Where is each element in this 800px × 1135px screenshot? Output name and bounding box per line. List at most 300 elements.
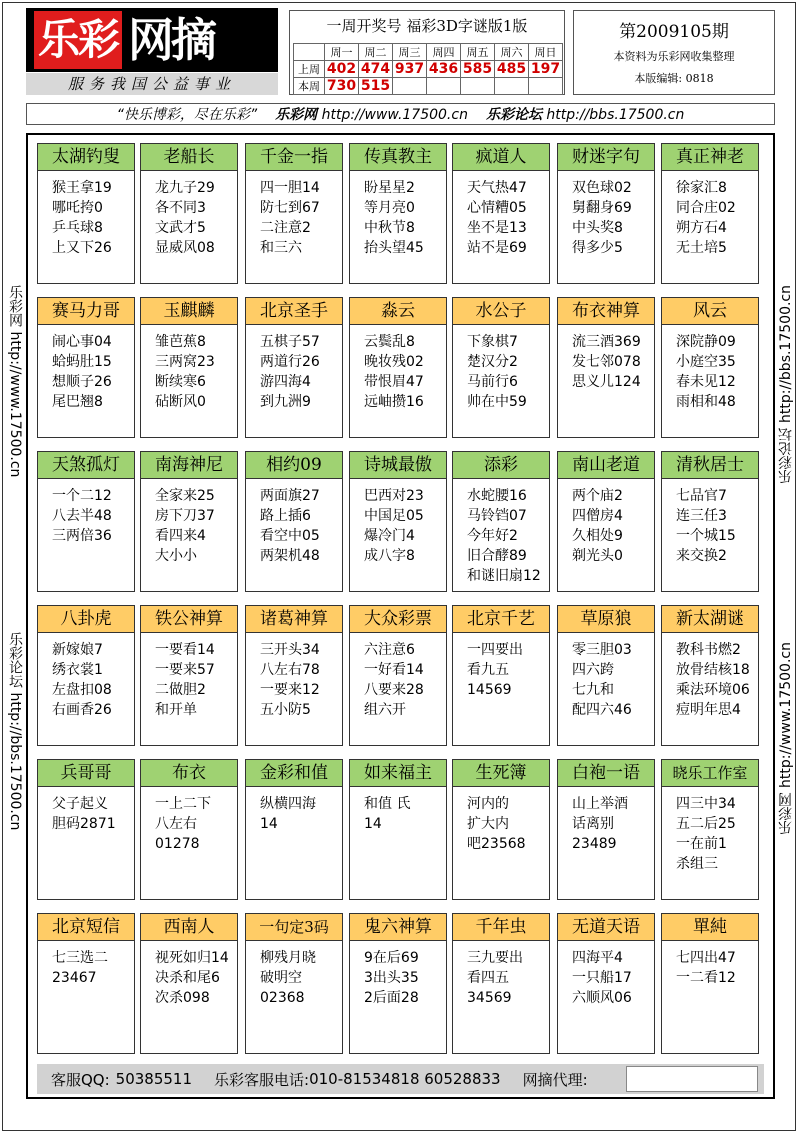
- tip-line: 一要来12: [260, 682, 320, 698]
- tip-line: 两个庙2: [572, 488, 623, 504]
- tip-line: 站不是69: [467, 240, 527, 256]
- tip-card-body: [662, 787, 758, 874]
- tip-card-title: 單純: [662, 914, 758, 941]
- tip-line: 两架机48: [260, 548, 320, 564]
- tip-card-title: 真正神老: [662, 144, 758, 171]
- tip-line: 七九和: [572, 682, 614, 698]
- tip-line: 成八字8: [364, 548, 415, 564]
- tip-card: [661, 605, 759, 746]
- tip-line: 纵横四海: [260, 796, 316, 812]
- tip-line: 次杀098: [155, 990, 210, 1006]
- tip-line: 中秋节8: [364, 220, 415, 236]
- tip-card-title: 鬼六神算: [350, 914, 446, 941]
- tip-line: 一要看14: [155, 642, 215, 658]
- tip-card-body: [141, 479, 237, 566]
- tip-line: 父子起义: [52, 796, 108, 812]
- tip-card-title: 八卦虎: [38, 606, 134, 633]
- logo-text-red: 乐彩: [34, 11, 122, 69]
- tip-line: 中头奖8: [572, 220, 623, 236]
- tip-card: [140, 143, 238, 284]
- tip-card-body: [38, 633, 134, 720]
- tip-line: 八左右: [155, 816, 197, 832]
- tip-line: 七三选二: [52, 950, 108, 966]
- this-week-number: [461, 78, 495, 95]
- tip-line: 02368: [260, 990, 305, 1006]
- tip-line: 23489: [572, 836, 617, 852]
- tip-card: [245, 913, 343, 1054]
- this-week-number: 515: [359, 78, 393, 95]
- tip-line: 看四来4: [155, 528, 206, 544]
- weekday-header: 周五: [461, 44, 495, 61]
- tip-line: 中国足05: [364, 508, 424, 524]
- tip-line: 柳残月晓: [260, 950, 316, 966]
- tip-line: 水蛇腰16: [467, 488, 527, 504]
- tip-line: 两道行26: [260, 354, 320, 370]
- tip-card-body: [38, 171, 134, 258]
- tip-card: [37, 143, 135, 284]
- tip-card-title: 疯道人: [453, 144, 549, 171]
- tip-line: 雨相和48: [676, 394, 736, 410]
- tip-line: 和谜旧扇12: [467, 568, 541, 584]
- tip-card-title: 清秋居士: [662, 452, 758, 479]
- tip-line: 小庭空35: [676, 354, 736, 370]
- this-week-label: 本周: [294, 78, 325, 95]
- tip-card: [245, 297, 343, 438]
- tip-card-body: [662, 633, 758, 720]
- tip-line: 01278: [155, 836, 200, 852]
- tip-line: 下象棋7: [467, 334, 518, 350]
- tip-line: 34569: [467, 990, 512, 1006]
- tip-card-body: [246, 787, 342, 834]
- tip-card-title: 无道天语: [558, 914, 654, 941]
- tip-line: 五二后25: [676, 816, 736, 832]
- tip-line: 河内的: [467, 796, 509, 812]
- tip-line: 2后面28: [364, 990, 419, 1006]
- last-week-number: 585: [461, 61, 495, 78]
- tip-card-body: [558, 787, 654, 854]
- tip-card-body: [246, 171, 342, 258]
- logo-text-white: 网摘: [128, 13, 215, 67]
- tip-card-body: [38, 325, 134, 412]
- tip-card-title: 西南人: [141, 914, 237, 941]
- tip-line: 八左右78: [260, 662, 320, 678]
- tip-card: [452, 759, 550, 900]
- tip-line: 五棋子57: [260, 334, 320, 350]
- tip-line: 想顺子26: [52, 374, 112, 390]
- tip-line: 春未见12: [676, 374, 736, 390]
- tip-line: 六顺风06: [572, 990, 632, 1006]
- tip-line: 得多少5: [572, 240, 623, 256]
- tip-line: 教科书燃2: [676, 642, 741, 658]
- tip-line: 看九五: [467, 662, 509, 678]
- tip-card-body: [350, 325, 446, 412]
- slogan: 服务我国公益事业: [26, 73, 278, 95]
- tip-line: 一上二下: [155, 796, 211, 812]
- tip-line: 发七邻078: [572, 354, 641, 370]
- tip-line: 和值 氏: [364, 796, 411, 812]
- tip-line: 文武才5: [155, 220, 206, 236]
- tip-line: 乘法环境06: [676, 682, 750, 698]
- tip-card-title: 布衣: [141, 760, 237, 787]
- tip-line: 闹心事04: [52, 334, 112, 350]
- tip-card: [349, 913, 447, 1054]
- tip-line: 吧23568: [467, 836, 526, 852]
- tip-line: 防七到67: [260, 200, 320, 216]
- tip-line: 一四要出: [467, 642, 523, 658]
- tip-line: 看四五: [467, 970, 509, 986]
- tip-card: [245, 451, 343, 592]
- tip-card: [37, 297, 135, 438]
- tip-card: [349, 297, 447, 438]
- tip-line: 盼星星2: [364, 180, 415, 196]
- tip-line: 带恨眉47: [364, 374, 424, 390]
- tip-line: 五小防5: [260, 702, 311, 718]
- tip-card: [37, 605, 135, 746]
- tip-line: 14: [364, 816, 382, 832]
- tip-card-body: [558, 479, 654, 566]
- tip-line: 无土培5: [676, 240, 727, 256]
- tip-card-body: [350, 941, 446, 1008]
- this-week-number: [529, 78, 563, 95]
- tip-line: 到九洲9: [260, 394, 311, 410]
- tip-line: 抬头望45: [364, 240, 424, 256]
- agent-input[interactable]: [626, 1066, 758, 1092]
- tip-card: [557, 605, 655, 746]
- tip-card-body: [246, 479, 342, 566]
- tip-card-title: 新太湖谜: [662, 606, 758, 633]
- tip-line: 八要来28: [364, 682, 424, 698]
- tip-line: 三两倍36: [52, 528, 112, 544]
- tip-line: 胆码2871: [52, 816, 116, 832]
- tip-line: 扩大内: [467, 816, 509, 832]
- tip-card-body: [558, 325, 654, 392]
- tip-card-body: [453, 479, 549, 586]
- draw-title: 一周开奖号 福彩3D字谜版1版: [326, 17, 528, 35]
- tip-card-body: [38, 479, 134, 546]
- tip-card: [661, 913, 759, 1054]
- tip-card: [245, 143, 343, 284]
- tip-line: 话离别: [572, 816, 614, 832]
- phone-label: 乐彩客服电话:: [214, 1070, 310, 1089]
- tip-line: 痘明年思4: [676, 702, 741, 718]
- tip-card-body: [453, 941, 549, 1008]
- tip-line: 三开头34: [260, 642, 320, 658]
- tip-line: 朔方石4: [676, 220, 727, 236]
- tip-line: 双色球02: [572, 180, 632, 196]
- tip-card-body: [558, 941, 654, 1008]
- last-week-number: 436: [427, 61, 461, 78]
- weekday-header: 周二: [359, 44, 393, 61]
- tip-line: 左盘扣08: [52, 682, 112, 698]
- tip-card: [661, 759, 759, 900]
- tip-line: 七品官7: [676, 488, 727, 504]
- issue-box: [573, 10, 775, 95]
- tip-card-title: 玉麒麟: [141, 298, 237, 325]
- tip-line: 龙九子29: [155, 180, 215, 196]
- tip-line: 视死如归14: [155, 950, 229, 966]
- banner-site-link[interactable]: 乐彩网 http://www.17500.cn: [275, 107, 468, 123]
- banner-forum-link[interactable]: 乐彩论坛 http://bbs.17500.cn: [485, 107, 685, 123]
- tip-card-body: [141, 941, 237, 1008]
- tip-card: [661, 297, 759, 438]
- tip-card-body: [141, 325, 237, 412]
- tip-line: 9在后69: [364, 950, 419, 966]
- tip-card: [557, 759, 655, 900]
- tip-card-body: [246, 633, 342, 720]
- tip-line: 云鬓乱8: [364, 334, 415, 350]
- tip-card: [452, 605, 550, 746]
- tip-card-title: 兵哥哥: [38, 760, 134, 787]
- tip-line: 一要来57: [155, 662, 215, 678]
- tip-card-title: 赛马力哥: [38, 298, 134, 325]
- phone-number: 010-81534818 60528833: [309, 1070, 501, 1088]
- weekday-header: 周三: [393, 44, 427, 61]
- tip-line: 连三任3: [676, 508, 727, 524]
- tip-line: 天气热47: [467, 180, 527, 196]
- tip-line: 久相处9: [572, 528, 623, 544]
- tip-line: 同合庄02: [676, 200, 736, 216]
- tip-line: 等月亮0: [364, 200, 415, 216]
- tip-line: 马前行6: [467, 374, 518, 390]
- this-week-number: [495, 78, 529, 95]
- tip-card: [245, 605, 343, 746]
- tip-line: 二做胆2: [155, 682, 206, 698]
- tip-line: 上又下26: [52, 240, 112, 256]
- tip-card-title: 白袍一语: [558, 760, 654, 787]
- tip-line: 乒乓球8: [52, 220, 103, 236]
- tip-card-body: [453, 171, 549, 258]
- tip-line: 猴王拿19: [52, 180, 112, 196]
- tip-card: [557, 143, 655, 284]
- last-week-number: 485: [495, 61, 529, 78]
- tip-line: 来交换2: [676, 548, 727, 564]
- tip-card-title: 北京圣手: [246, 298, 342, 325]
- tip-line: 新嫁娘7: [52, 642, 103, 658]
- tip-line: 组六开: [364, 702, 406, 718]
- tip-card-title: 千年虫: [453, 914, 549, 941]
- weekday-header: 周六: [495, 44, 529, 61]
- tip-line: 二注意2: [260, 220, 311, 236]
- tip-card: [557, 297, 655, 438]
- tip-card-body: [246, 325, 342, 412]
- tip-card-title: 诗城最傲: [350, 452, 446, 479]
- tip-card-title: 传真教主: [350, 144, 446, 171]
- draw-grid: [293, 43, 563, 95]
- tip-line: 巴西对23: [364, 488, 424, 504]
- tip-card-title: 一句定3码: [246, 914, 342, 941]
- tip-card-title: 金彩和值: [246, 760, 342, 787]
- last-week-number: 474: [359, 61, 393, 78]
- tip-card-title: 相约09: [246, 452, 342, 479]
- tip-card-title: 大众彩票: [350, 606, 446, 633]
- tip-card-title: 南山老道: [558, 452, 654, 479]
- side-text-right-bottom: 乐彩网 http://www.17500.cn: [778, 642, 794, 835]
- weekday-header: 周四: [427, 44, 461, 61]
- tip-card: [452, 143, 550, 284]
- tip-card-title: 布衣神算: [558, 298, 654, 325]
- weekday-header: 周日: [529, 44, 563, 61]
- tip-card-title: 老船长: [141, 144, 237, 171]
- tip-line: 一个二12: [52, 488, 112, 504]
- tip-line: 帅在中59: [467, 394, 527, 410]
- qq-number[interactable]: 50385511: [115, 1070, 193, 1088]
- tip-card: [349, 759, 447, 900]
- last-week-number: 937: [393, 61, 427, 78]
- tip-line: 雏芭蕉8: [155, 334, 206, 350]
- tip-card-body: [141, 633, 237, 720]
- source-note: 本资料为乐彩网收集整理: [613, 50, 735, 63]
- tip-line: 坐不是13: [467, 220, 527, 236]
- tip-line: 大小小: [155, 548, 197, 564]
- this-week-number: [427, 78, 461, 95]
- tip-line: 剃光头0: [572, 548, 623, 564]
- tip-line: 23467: [52, 970, 97, 986]
- tip-line: 四一胆14: [260, 180, 320, 196]
- tip-card-body: [662, 479, 758, 566]
- tip-card-body: [662, 325, 758, 412]
- tip-line: 一只船17: [572, 970, 632, 986]
- tip-card: [140, 297, 238, 438]
- tip-line: 房下刀37: [155, 508, 215, 524]
- tip-line: 流三酒369: [572, 334, 641, 350]
- tip-line: 心情糟05: [467, 200, 527, 216]
- tip-card: [349, 451, 447, 592]
- tip-line: 四三中34: [676, 796, 736, 812]
- last-week-number: 197: [529, 61, 563, 78]
- tip-line: 绣衣裳1: [52, 662, 103, 678]
- site-logo[interactable]: [26, 8, 278, 72]
- tip-line: 游四海4: [260, 374, 311, 390]
- tip-card-body: [141, 787, 237, 854]
- tip-card: [37, 759, 135, 900]
- tip-line: 旧合酵89: [467, 548, 527, 564]
- tip-card: [140, 759, 238, 900]
- tip-card-body: [350, 171, 446, 258]
- draw-corner: [294, 44, 325, 61]
- tip-line: 哪吒挎0: [52, 200, 103, 216]
- tip-card-body: [38, 787, 134, 834]
- tip-card-title: 风云: [662, 298, 758, 325]
- tip-line: 七四出47: [676, 950, 736, 966]
- side-text-right-top: 乐彩论坛 http://bbs.17500.cn: [778, 285, 794, 484]
- tip-card: [557, 451, 655, 592]
- tip-line: 路上插6: [260, 508, 311, 524]
- tip-line: 六注意6: [364, 642, 415, 658]
- tip-card: [37, 913, 135, 1054]
- tip-line: 八去半48: [52, 508, 112, 524]
- tip-card: [349, 605, 447, 746]
- tip-card: [245, 759, 343, 900]
- tip-line: 和三六: [260, 240, 302, 256]
- tip-line: 砧断风0: [155, 394, 206, 410]
- tip-line: 三两窝23: [155, 354, 215, 370]
- tip-line: 一在前1: [676, 836, 727, 852]
- editor-note: 本版编辑: 0818: [634, 72, 714, 85]
- tip-line: 和开单: [155, 702, 197, 718]
- side-text-left-top: 乐彩网 http://www.17500.cn: [7, 285, 23, 478]
- this-week-number: [393, 78, 427, 95]
- tip-card-body: [558, 171, 654, 258]
- tip-card-title: 如来福主: [350, 760, 446, 787]
- tip-line: 三九要出: [467, 950, 523, 966]
- tip-line: 杀组三: [676, 856, 718, 872]
- tip-line: 蛤蚂肚15: [52, 354, 112, 370]
- tip-card: [452, 451, 550, 592]
- tip-line: 爆冷门4: [364, 528, 415, 544]
- tip-line: 各不同3: [155, 200, 206, 216]
- tip-card-title: 千金一指: [246, 144, 342, 171]
- tip-line: 看空中05: [260, 528, 320, 544]
- tip-card-body: [558, 633, 654, 720]
- tip-card-body: [453, 633, 549, 700]
- tip-line: 山上举酒: [572, 796, 628, 812]
- tip-card: [140, 913, 238, 1054]
- tip-card: [452, 297, 550, 438]
- tip-line: 右画香26: [52, 702, 112, 718]
- tip-line: 14569: [467, 682, 512, 698]
- this-week-number: 730: [325, 78, 359, 95]
- tip-card: [557, 913, 655, 1054]
- tip-card-title: 水公子: [453, 298, 549, 325]
- tip-card-title: 生死簿: [453, 760, 549, 787]
- tip-card-body: [141, 171, 237, 258]
- tip-line: 徐家汇8: [676, 180, 727, 196]
- tip-card-title: 晓乐工作室: [662, 760, 758, 787]
- tip-line: 放骨结核18: [676, 662, 750, 678]
- tip-line: 思义儿124: [572, 374, 641, 390]
- footer-bar: [37, 1064, 764, 1094]
- tip-line: 今年好2: [467, 528, 518, 544]
- tip-line: 零三胆03: [572, 642, 632, 658]
- tip-card-body: [350, 787, 446, 834]
- tip-card-body: [453, 787, 549, 854]
- banner: [26, 103, 775, 125]
- tip-line: 两面旗27: [260, 488, 320, 504]
- tip-card: [37, 451, 135, 592]
- tip-line: 深院静09: [676, 334, 736, 350]
- tip-line: 四六跨: [572, 662, 614, 678]
- tip-line: 四海平4: [572, 950, 623, 966]
- tip-line: 配四六46: [572, 702, 632, 718]
- tip-card: [452, 913, 550, 1054]
- tip-line: 破明空: [260, 970, 302, 986]
- tip-card: [661, 451, 759, 592]
- tip-card-title: 诸葛神算: [246, 606, 342, 633]
- tip-card-body: [350, 633, 446, 720]
- tip-card-body: [662, 941, 758, 988]
- tip-card-body: [453, 325, 549, 412]
- weekly-draw-box: [289, 10, 565, 95]
- weekday-header: 周一: [325, 44, 359, 61]
- tip-card: [140, 451, 238, 592]
- tip-card: [349, 143, 447, 284]
- tip-line: 一好看14: [364, 662, 424, 678]
- tip-line: 一二看12: [676, 970, 736, 986]
- tip-card-title: 草原狼: [558, 606, 654, 633]
- tip-line: 马铃铛07: [467, 508, 527, 524]
- tip-card-title: 太湖钓叟: [38, 144, 134, 171]
- banner-quote: “快乐博彩，尽在乐彩”: [116, 107, 258, 123]
- tip-line: 14: [260, 816, 278, 832]
- tip-card: [661, 143, 759, 284]
- tip-card-title: 添彩: [453, 452, 549, 479]
- tip-card-body: [350, 479, 446, 566]
- tip-line: 晚妆残02: [364, 354, 424, 370]
- tip-card-title: 北京千艺: [453, 606, 549, 633]
- last-week-number: 402: [325, 61, 359, 78]
- tip-line: 一个城15: [676, 528, 736, 544]
- tip-card-body: [662, 171, 758, 258]
